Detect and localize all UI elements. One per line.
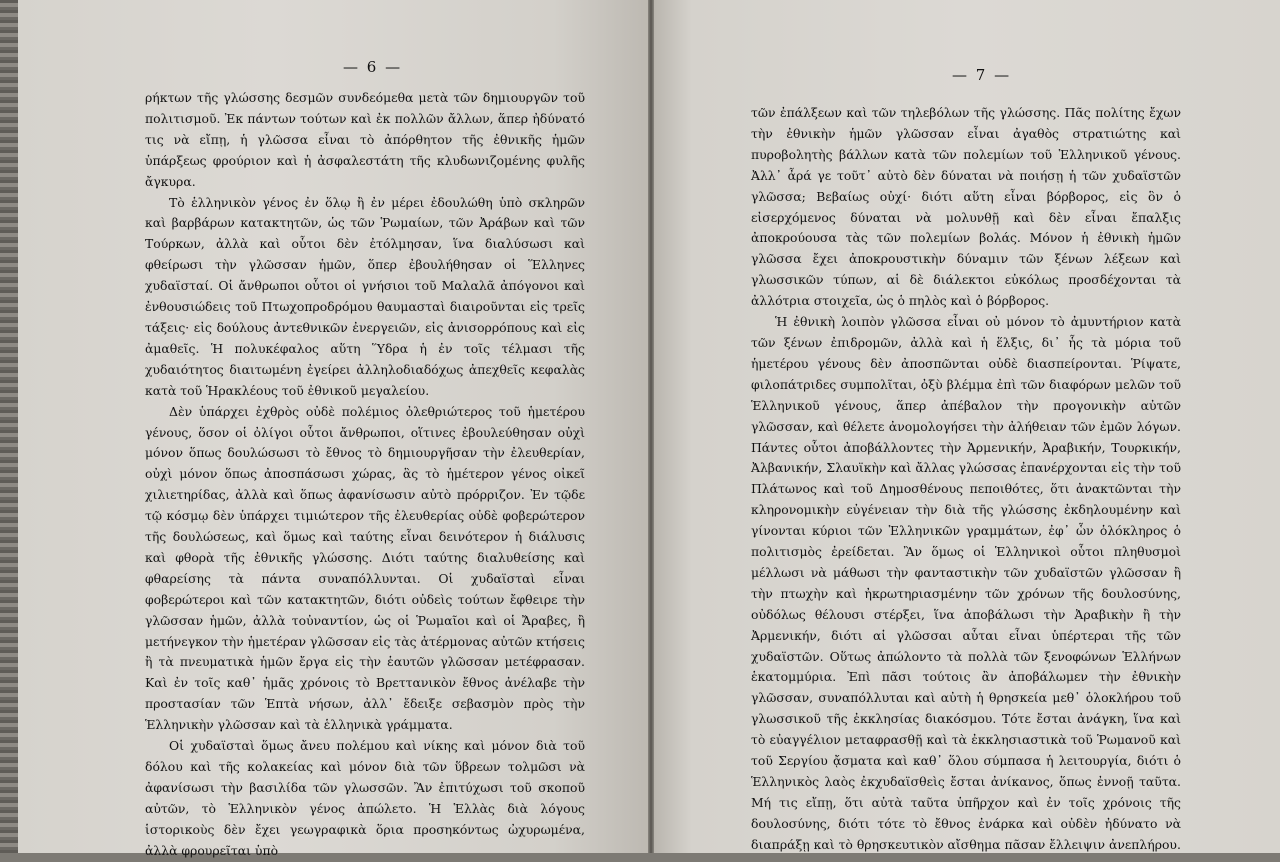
left-page [18, 0, 648, 858]
stacked-page-edges [0, 0, 18, 853]
page-number: — 6 — [343, 58, 403, 76]
right-page [654, 0, 1280, 853]
paragraph: τῶν ἐπάλξεων καὶ τῶν τηλεβόλων τῆς γλώσσης. Πᾶς πολίτης ἔχων τὴν ἐθνικὴν ἡμῶν γλῶσσαν εἶναι ἀγαθὸς στρατιώτης καὶ πυροβολητὴς βάλλων κατὰ τῶν πολεμίων τοῦ Ἑλληνικοῦ γένους. Ἀλλ᾽ ἆρά γε τοῦτ᾽ αὐτὸ δὲν δύναται νὰ ποιήσῃ ἡ τῶν χυδαϊστῶν γλῶσσα; Βεβαίως οὐχί· διότι αὕτη εἶναι βόρβορος, εἰς ὃν ὁ εἰσερχόμενος δύναται νὰ μολυνθῇ καὶ δὲν εἶναι ἔπαλξις ἀποκρούουσα τὰς τῶν πολεμίων βολάς. Μόνον ἡ ἐθνικὴ ἡμῶν γλῶσσα ἔχει ἀποκρουστικὴν δύναμιν τῶν ξένων λέξεων καὶ γλωσσικῶν τύπων, αἱ δὲ διάλεκτοι εὐκόλως προσδέχονται τὰ ἀλλότρια στοιχεῖα, ὡς ὁ πηλὸς καὶ ὁ βόρβορος. [751, 105, 1181, 309]
paragraph: ρήκτων τῆς γλώσσης δεσμῶν συνδεόμεθα μετὰ τῶν δημιουργῶν τοῦ πολιτισμοῦ. Ἐκ πάντων τούτων καὶ ἐκ πολλῶν ἄλλων, ἅπερ ἠδύνατό τις νὰ εἴπῃ, ἡ γλῶσσα εἶναι τὸ ἀπόρθητον τῆς ἐθνικῆς ἡμῶν ὑπάρξεως φρούριον καὶ ἡ ἀσφαλεστάτη τῆς κλυδωνιζομένης φυλῆς ἄγκυρα. [145, 90, 585, 189]
page-body [145, 88, 585, 862]
page-body [751, 103, 1181, 856]
paragraph: Δὲν ὑπάρχει ἐχθρὸς οὐδὲ πολέμιος ὀλεθριώτερος τοῦ ἡμετέρου γένους, ὅσον οἱ ὀλίγοι οὗτοι ἄνθρωποι, οἵτινες ἐβουλεύθησαν οὐχὶ μόνον ὅπως δουλώσωσι τὸ ἔθνος τὸ δημιουργῆσαν τὴν ἐλευθερίαν, οὐχὶ μόνον ὅπως ἀποσπάσωσι χώρας, ἃς τὸ ἡμέτερον γένος οἰκεῖ χιλιετηρίδας, ἀλλὰ καὶ ὅπως ἀφανίσωσιν αὐτὸ πρόρριζον. Ἐν τῷδε τῷ κόσμῳ δὲν ὑπάρχει τιμιώτερον τῆς ἐλευθερίας οὐδὲ φοβερώτερον τῆς δουλώσεως, καὶ ὅμως καὶ ταύτης εἶναι δεινότερον ἡ διάλυσις καὶ φθορὰ τῆς ἐθνικῆς γλώσσης. Διότι ταύτης διαλυθείσης καὶ φθαρείσης τὰ πάντα συναπόλλυνται. Οἱ χυδαϊσταὶ εἶναι φοβερώτεροι καὶ τῶν κατακτητῶν, διότι οὐδεὶς τούτων ἔφθειρε τὴν γλῶσσαν ἡμῶν, ἀλλὰ τοὐναντίον, ὡς οἱ Ῥωμαῖοι καὶ οἱ Ἄραβες, ἢ μετήνεγκον τὴν ἡμετέραν γλῶσσαν εἰς τὰς ἀτέρμονας αὐτῶν κτήσεις ἢ τὰ πνευματικὰ ἡμῶν ἔργα εἰς τὴν ἑαυτῶν γλῶσσαν μετέφρασαν. Καὶ ἐν τοῖς καθ᾽ ἡμᾶς χρόνοις τὸ Βρεττανικὸν ἔθνος ἀνέλαβε τὴν προστασίαν τῶν Ἑπτὰ νήσων, ἀλλ᾽ ἔδειξε σεβασμὸν πρὸς τὴν Ἑλληνικὴν γλῶσσαν καὶ τὰ ἑλληνικὰ γράμματα. [145, 403, 585, 733]
page-number: — 7 — [952, 66, 1012, 84]
paragraph: Ἡ ἐθνικὴ λοιπὸν γλῶσσα εἶναι οὐ μόνον τὸ ἀμυντήριον κατὰ τῶν ξένων ἐπιδρομῶν, ἀλλὰ καὶ ἡ ἕλξις, δι᾽ ἧς τὰ μόρια τοῦ ἡμετέρου γένους δὲν ἀποσπῶνται οὐδὲ διασπείρονται. Ῥίψατε, φιλοπάτριδες συμπολῖται, ὀξὺ βλέμμα ἐπὶ τῶν διαφόρων μελῶν τοῦ Ἑλληνικοῦ γένους, ἅπερ ἀπέβαλον τὴν προγονικὴν αὐτῶν γλῶσσαν, καὶ θέλετε ἀνομολογήσει τὴν ἀλήθειαν τῶν ἐμῶν λόγων. Πάντες οὗτοι ἀποβάλλοντες τὴν Ἀρμενικήν, Ἀραβικήν, Τουρκικήν, Ἀλβανικήν, Σλαυϊκὴν καὶ ἄλλας γλώσσας ἐπανέρχονται εἰς τὴν τοῦ Πλάτωνος καὶ τοῦ Δημοσθένους πεποιθότες, ὅτι ἀνακτῶνται τὴν κληρονομικὴν εὐγένειαν τὴν διὰ τῆς γλώσσης ἐκδηλουμένην καὶ γίνονται κύριοι τῶν Ἑλληνικῶν γραμμάτων, ἐφ᾽ ὧν ὁλόκληρος ὁ πολιτισμὸς ἐρείδεται. Ἂν ὅμως οἱ Ἑλληνικοὶ οὗτοι πληθυσμοὶ μέλλωσι νὰ μάθωσι τὴν φανταστικὴν τῶν χυδαϊστῶν γλῶσσαν ἢ τὴν πτωχὴν καὶ ἠκρωτηριασμένην τῶν χρόνων τῆς δουλοσύνης, οὐδόλως θέλουσι στέρξει, ἵνα ἀποβάλωσι τὴν Ἀραβικὴν ἢ τὴν Ἀρμενικήν, διότι αἱ γλῶσσαι αὗται εἶναι ὑπέρτεραι τῆς τῶν χυδαϊστῶν. Οὕτως ἀπώλοντο τὰ πολλὰ τῶν ξενοφώνων Ἑλλήνων ἑκατομμύρια. Ἐπὶ πᾶσι τούτοις ἂν ἀποβάλωμεν τὴν ἐθνικὴν γλῶσσαν, συναπόλλυται καὶ αὐτὴ ἡ θρησκεία μεθ᾽ ὁλοκλήρου τοῦ γλωσσικοῦ τῆς ἐκκλησίας διακόσμου. Τότε ἔσται ἀνάγκη, ἵνα καὶ τὸ εὐαγγέλιον μεταφρασθῇ καὶ τὰ ἐκκλησιαστικὰ τοῦ Ῥωμανοῦ καὶ τοῦ Σεργίου ᾄσματα καὶ καθ᾽ ὅλου σύμπασα ἡ λειτουργία, διότι ὁ Ἑλληνικὸς λαὸς ἐκχυδαϊσθεὶς ἔσται ἀνίκανος, ὅπως ἐννοῇ ταῦτα. Μή τις εἴπῃ, ὅτι αὐτὰ ταῦτα ὑπῆρχον καὶ ἐν τοῖς χρόνοις τῆς δουλοσύνης, διότι τότε τὸ ἔθνος ἐνάρκα καὶ οὐδὲν ἠδύνατο νὰ διαπράξῃ καὶ τὸ θρησκευτικὸν αἴσθημα πᾶσαν ἔλλειψιν ἀνεπλήρου. [751, 314, 1181, 852]
paragraph: Οἱ χυδαϊσταὶ ὅμως ἄνευ πολέμου καὶ νίκης καὶ μόνον διὰ τοῦ δόλου καὶ τῆς κολακείας καὶ μόνον διὰ τῶν ὕβρεων τολμῶσι νὰ ἀφανίσωσι τὴν βασιλίδα τῶν γλωσσῶν. Ἂν ἐπιτύχωσι τοῦ σκοποῦ αὐτῶν, τὸ Ἑλληνικὸν γένος ἀπώλετο. Ἡ Ἑλλὰς διὰ λόγους ἱστορικοὺς δὲν ἔχει γεωγραφικὰ ὅρια προσηκόντως ὠχυρωμένα, ἀλλὰ φρουρεῖται ὑπὸ [145, 738, 585, 858]
paragraph: Τὸ ἑλληνικὸν γένος ἐν ὅλῳ ἢ ἐν μέρει ἐδουλώθη ὑπὸ σκληρῶν καὶ βαρβάρων κατακτητῶν, ὡς τῶν Ῥωμαίων, τῶν Ἀράβων καὶ τῶν Τούρκων, ἀλλὰ καὶ οὗτοι δὲν ἐτόλμησαν, ἵνα διαλύσωσι καὶ φθείρωσι τὴν γλῶσσαν ἡμῶν, ὅπερ ἐβουλήθησαν οἱ Ἕλληνες χυδαϊσταί. Οἱ ἄνθρωποι οὗτοι οἱ γνήσιοι τοῦ Μαλαλᾶ ἀπόγονοι καὶ ἐνθουσιώδεις τοῦ Πτωχοπροδρόμου θαυμασταὶ διαιροῦνται εἰς τρεῖς τάξεις· εἰς δούλους ἀντεθνικῶν ἐνεργειῶν, εἰς ἀνισορρόπους καὶ εἰς ἀμαθεῖς. Ἡ πολυκέφαλος αὕτη Ὕδρα ἡ ἐν τοῖς τέλμασι τῆς χυδαιότητος διαιτωμένη ἐγείρει ἀλληλοδιαδόχως ἀπεχθεῖς κεφαλὰς κατὰ τοῦ Ἡρακλέους τοῦ ἐθνικοῦ μεγαλείου. [145, 194, 585, 398]
